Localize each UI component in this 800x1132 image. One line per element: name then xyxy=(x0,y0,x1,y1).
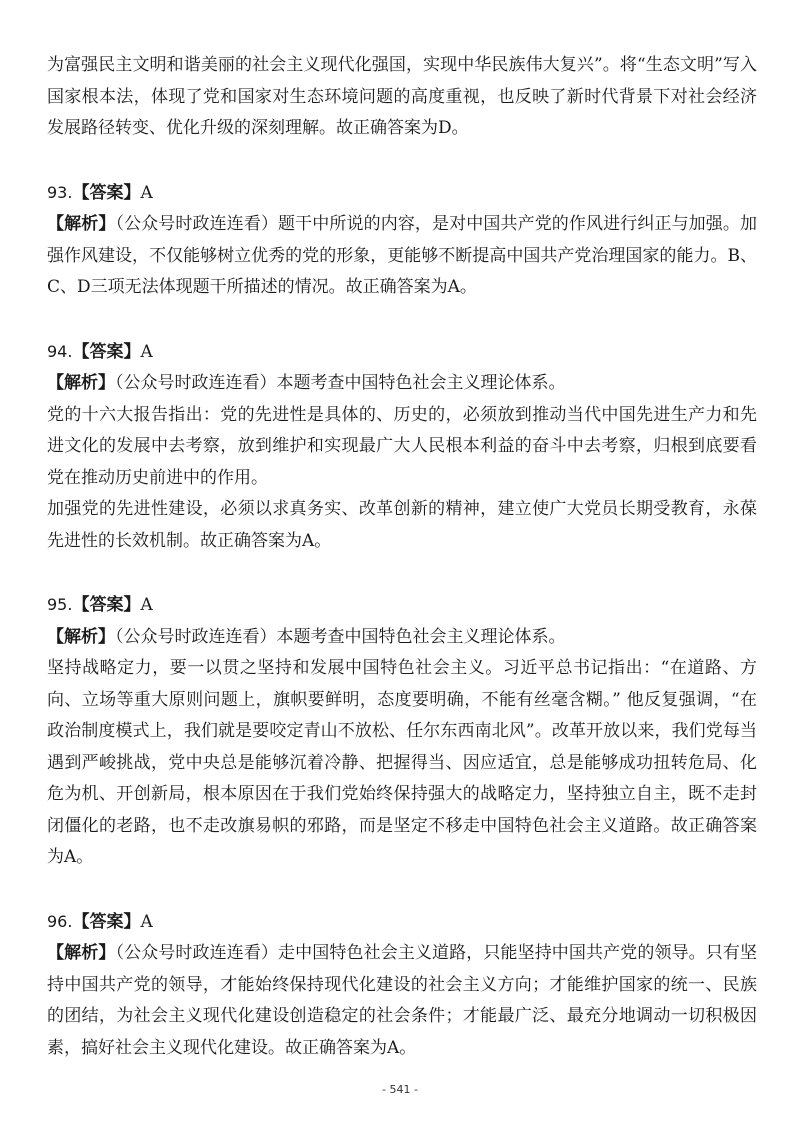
answer-tag: 【答案】 xyxy=(72,911,141,932)
answer-line xyxy=(47,336,757,369)
analysis-tag: 【解析】 xyxy=(47,214,116,234)
page-number: - 541 - xyxy=(382,1083,418,1096)
question-number: 96. xyxy=(47,911,73,931)
analysis-tag: 【解析】 xyxy=(47,943,116,963)
question-block-95 xyxy=(47,589,757,874)
analysis-paragraph xyxy=(47,938,757,1064)
question-number: 94. xyxy=(47,341,73,361)
analysis-paragraph: 加强党的先进性建设，必须以求真务实、改革创新的精神，建立使广大党员长期受教育，永葆先进性的长效机制。故正确答案为A。 xyxy=(47,499,757,551)
question-number: 93. xyxy=(47,182,73,202)
analysis-text: （公众号时政连连看）走中国特色社会主义道路，只能坚持中国共产党的领导。只有坚持中国共产党的领导，才能始终保持现代化建设的社会主义方向；才能维护国家的统一、民族的团结，为社会主义现代化建设创造稳定的社会条件；才能最广泛、最充分地调动一切积极因素，搞好社会主义现代化建设。故正确答案为A。 xyxy=(47,943,758,1058)
intro-paragraph: 为富强民主文明和谐美丽的社会主义现代化强国，实现中华民族伟大复兴”。将“生态文明”写入国家根本法，体现了党和国家对生态环境问题的高度重视，也反映了新时代背景下对社会经济发展路径转变、优化升级的深刻理解。故正确答案为D。 xyxy=(47,55,757,138)
question-block-96 xyxy=(47,906,757,1065)
answer-value: A xyxy=(140,911,153,932)
answer-line xyxy=(47,177,757,210)
question-block-93 xyxy=(47,177,757,304)
analysis-paragraph: 党的十六大报告指出：党的先进性是具体的、历史的，必须放到推动当代中国先进生产力和先进文化的发展中去考察，放到维护和实现最广大人民根本利益的奋斗中去考察，归根到底要看党在推动历史前进中的作用。 xyxy=(47,404,757,488)
question-block-94 xyxy=(47,336,757,558)
answer-line xyxy=(47,589,757,622)
question-number: 95. xyxy=(47,595,73,614)
analysis-paragraph: 坚持战略定力，要一以贯之坚持和发展中国特色社会主义。习近平总书记指出：“在道路、方向、立场等重大原则问题上，旗帜要鲜明，态度要明确，不能有丝毫含糊。” 他反复强调，“在政治制度模式上，我们就是要咬定青山不放松、任尔东西南北风”。改革开放以来，我们党每当遇到严峻挑战，党中央总是能够沉着冷静、把握得当、因应适宜，总是能够成功扭转危局、化危为机、开创新局，根本原因在于我们党始终保持强大的战略定力，坚持独立自主，既不走封闭僵化的老路，也不走改旗易帜的邪路，而是坚定不移走中国特色社会主义道路。故正确答案为A。 xyxy=(47,658,757,867)
answer-line xyxy=(47,906,757,939)
analysis-text: （公众号时政连连看）本题考查中国特色社会主义理论体系。 xyxy=(115,626,566,647)
answer-value: A xyxy=(140,595,153,615)
analysis-paragraph xyxy=(47,209,757,304)
analysis-paragraph xyxy=(47,622,757,654)
analysis-tag: 【解析】 xyxy=(47,626,115,647)
document-page xyxy=(47,50,757,1064)
answer-tag: 【答案】 xyxy=(72,595,141,615)
analysis-text: （公众号时政连连看）题干中所说的内容，是对中国共产党的作风进行纠正与加强。加强作风建设，不仅能够树立优秀的党的形象，更能够不断提高中国共产党治理国家的能力。B、C、D三项无法体现题干所描述的情况。故正确答案为A。 xyxy=(47,214,758,297)
answer-tag: 【答案】 xyxy=(72,182,141,203)
analysis-paragraph xyxy=(47,368,757,400)
answer-tag: 【答案】 xyxy=(72,341,141,362)
analysis-tag: 【解析】 xyxy=(47,373,115,393)
answer-value: A xyxy=(140,341,153,362)
analysis-text: （公众号时政连连看）本题考查中国特色社会主义理论体系。 xyxy=(115,373,566,393)
answer-value: A xyxy=(140,182,153,203)
